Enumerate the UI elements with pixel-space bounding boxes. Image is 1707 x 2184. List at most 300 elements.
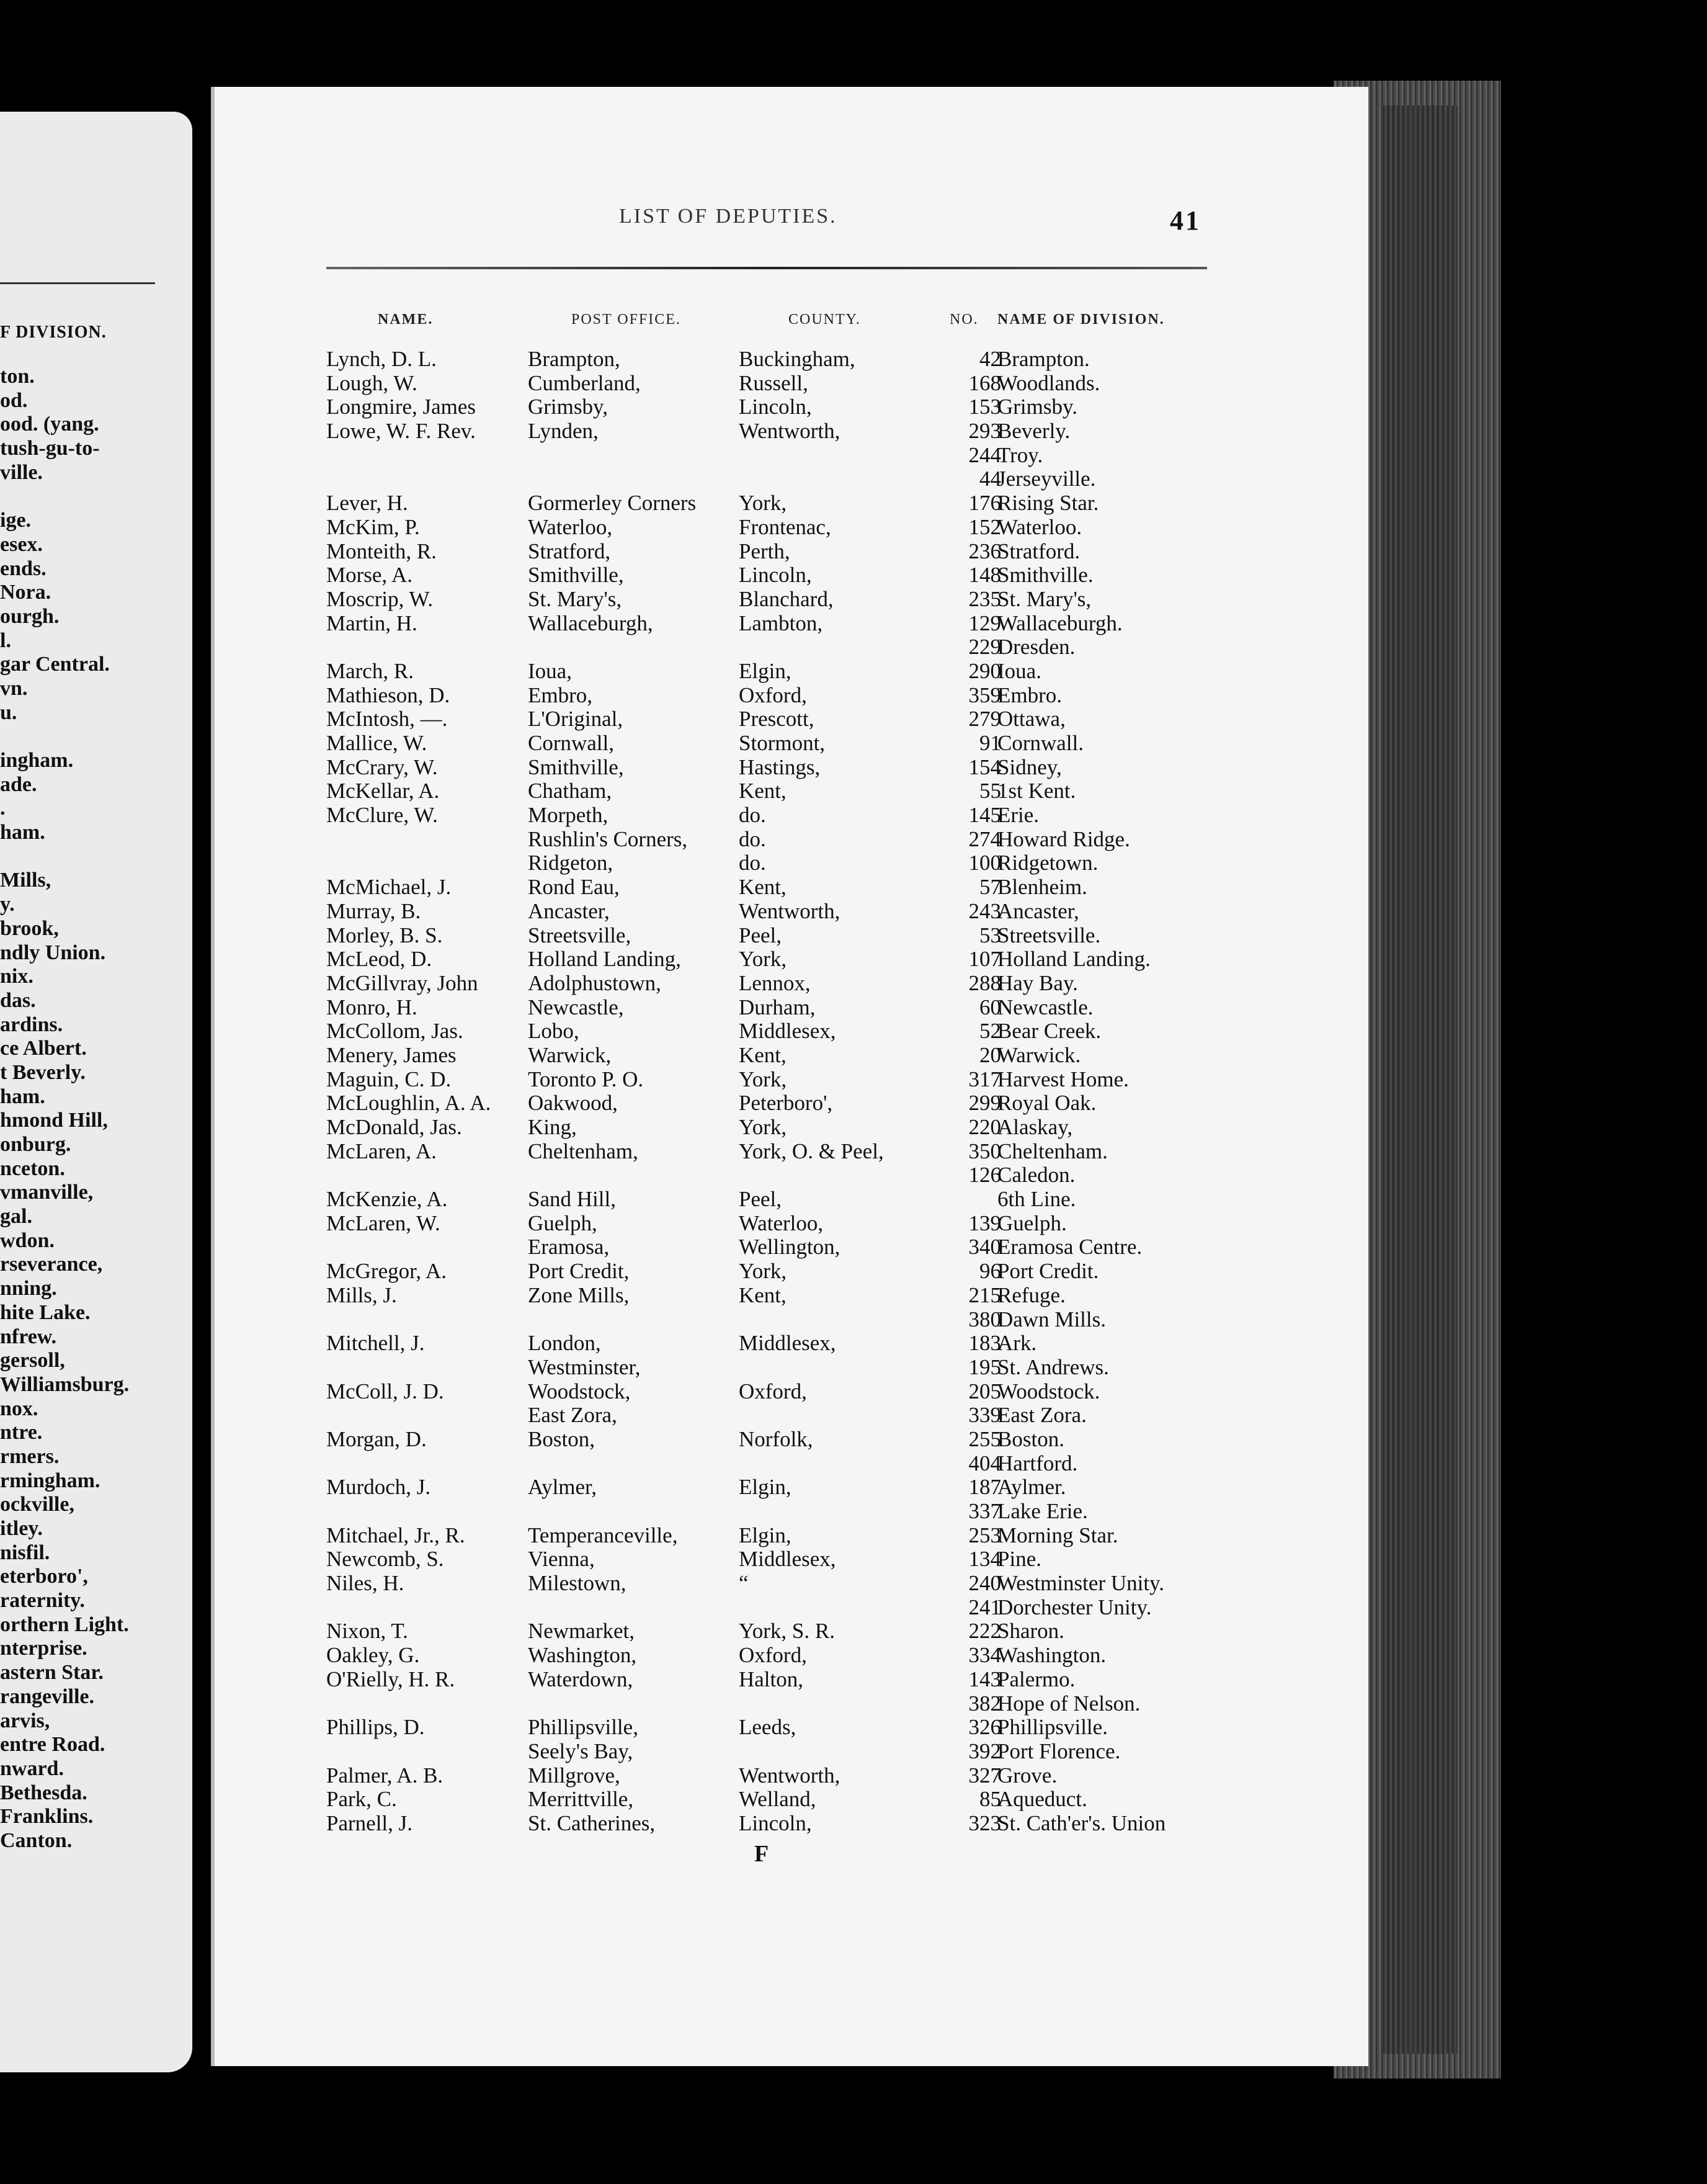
deputy-row	[215, 1524, 1331, 1548]
division-number-cell: 299	[968, 1091, 1001, 1116]
division-name-cell: Port Credit.	[997, 1259, 1099, 1284]
post-office-cell: St. Mary's,	[528, 586, 622, 611]
division-number-cell: 279	[968, 707, 1001, 732]
name-cell: McColl, J. D.	[326, 1379, 444, 1403]
left-page-line: brook,	[0, 916, 59, 940]
deputy-row	[215, 732, 1331, 756]
left-page-line: ntre.	[0, 1421, 43, 1444]
left-page-line: entre Road.	[0, 1733, 105, 1757]
left-page-line: hite Lake.	[0, 1300, 91, 1324]
division-name-cell: Cornwall.	[997, 731, 1084, 755]
county-cell: Wentworth,	[739, 1763, 840, 1788]
division-name-cell: Stratford.	[997, 539, 1081, 563]
deputy-row	[215, 1212, 1331, 1236]
county-cell: Wellington,	[739, 1235, 840, 1260]
county-cell: York, O. & Peel,	[739, 1139, 884, 1163]
division-name-cell: Port Florence.	[997, 1739, 1121, 1763]
left-page-line	[0, 725, 129, 749]
deputy-row	[215, 588, 1331, 612]
county-cell: do.	[739, 851, 766, 875]
division-name-cell: Woodstock.	[997, 1379, 1100, 1403]
deputy-row	[215, 1380, 1331, 1404]
division-number-cell: 334	[968, 1643, 1001, 1668]
division-number-cell: 91	[979, 731, 1001, 755]
deputy-row	[215, 1812, 1331, 1836]
division-name-cell: Erie.	[997, 803, 1040, 828]
left-page-line: Bethesda.	[0, 1781, 87, 1804]
name-cell: Palmer, A. B.	[326, 1763, 443, 1788]
division-number-cell: 143	[968, 1667, 1001, 1691]
county-cell: Wentworth,	[739, 419, 840, 444]
post-office-cell: Gormerley Corners	[528, 491, 697, 516]
county-cell: Lambton,	[739, 611, 823, 635]
name-cell: Oakley, G.	[326, 1643, 420, 1668]
post-office-cell: Smithville,	[528, 563, 624, 588]
division-name-cell: Ark.	[997, 1331, 1037, 1356]
division-name-cell: Smithville.	[997, 563, 1094, 588]
deputy-row	[215, 1788, 1331, 1812]
left-page-line: vmanville,	[0, 1181, 94, 1204]
name-cell: McGillvray, John	[326, 970, 478, 995]
county-cell: do.	[739, 826, 766, 851]
division-name-cell: Grimsby.	[997, 395, 1077, 419]
post-office-cell: East Zora,	[528, 1403, 617, 1428]
name-cell: Moscrip, W.	[326, 586, 434, 611]
name-cell: Phillips, D.	[326, 1715, 425, 1740]
division-number-cell: 205	[968, 1379, 1001, 1403]
division-name-cell: East Zora.	[997, 1403, 1087, 1428]
left-page-line: ourgh.	[0, 604, 60, 628]
name-cell: McKellar, A.	[326, 779, 440, 803]
deputy-row	[215, 756, 1331, 780]
division-name-cell: Westminster Unity.	[997, 1571, 1165, 1596]
division-name-cell: Beverly.	[997, 419, 1071, 444]
left-page-line	[0, 845, 129, 869]
left-page-line: ends.	[0, 557, 47, 580]
post-office-cell: Zone Mills,	[528, 1282, 630, 1307]
name-cell: Morse, A.	[326, 563, 413, 588]
post-office-cell: Merrittville,	[528, 1787, 634, 1812]
division-name-cell: Cheltenham.	[997, 1139, 1108, 1163]
division-number-cell: 20	[979, 1042, 1001, 1067]
deputy-row	[215, 875, 1331, 900]
deputy-row	[215, 851, 1331, 875]
name-cell: McClure, W.	[326, 803, 438, 828]
deputy-row	[215, 1140, 1331, 1164]
division-name-cell: Dresden.	[997, 635, 1076, 660]
deputy-row	[215, 1308, 1331, 1332]
county-cell: Middlesex,	[739, 1019, 836, 1044]
name-cell: Murray, B.	[326, 898, 421, 923]
division-number-cell: 85	[979, 1787, 1001, 1812]
county-cell: Halton,	[739, 1667, 804, 1691]
post-office-cell: Lobo,	[528, 1019, 579, 1044]
county-cell: Elgin,	[739, 1523, 791, 1547]
county-cell: Durham,	[739, 995, 816, 1019]
division-number-cell: 339	[968, 1403, 1001, 1428]
post-office-cell: Waterloo,	[528, 514, 613, 539]
division-name-cell: Refuge.	[997, 1282, 1066, 1307]
deputy-row	[215, 395, 1331, 419]
county-cell: York,	[739, 1259, 787, 1284]
left-page-line: Williamsburg.	[0, 1372, 130, 1396]
left-page-line: gersoll,	[0, 1349, 65, 1372]
name-cell: Mathieson, D.	[326, 682, 450, 707]
name-cell: Park, C.	[326, 1787, 397, 1812]
post-office-cell: Cumberland,	[528, 370, 641, 395]
left-page-line: rangeville.	[0, 1685, 95, 1708]
division-number-cell: 154	[968, 754, 1001, 779]
division-name-cell: Wallaceburgh.	[997, 611, 1123, 635]
division-number-cell: 215	[968, 1282, 1001, 1307]
left-page-line: ham.	[0, 1085, 45, 1108]
deputy-row	[215, 996, 1331, 1020]
post-office-cell: Newcastle,	[528, 995, 624, 1019]
division-name-cell: Ioua.	[997, 658, 1041, 683]
name-cell: Longmire, James	[326, 395, 476, 419]
division-number-cell: 241	[968, 1595, 1001, 1619]
left-page-line: rmingham.	[0, 1469, 100, 1492]
division-name-cell: Phillipsville.	[997, 1715, 1108, 1740]
left-page-line: vn.	[0, 676, 28, 700]
division-number-cell: 253	[968, 1523, 1001, 1547]
division-number-cell: 60	[979, 995, 1001, 1019]
division-number-cell: 222	[968, 1619, 1001, 1644]
county-cell: Peel,	[739, 1187, 782, 1212]
post-office-cell: Streetsville,	[528, 923, 631, 947]
deputy-row	[215, 972, 1331, 996]
division-number-cell: 107	[968, 947, 1001, 972]
left-page-line: Mills,	[0, 869, 51, 892]
county-cell: Frontenac,	[739, 514, 831, 539]
deputy-row	[215, 563, 1331, 588]
division-number-cell: 152	[968, 514, 1001, 539]
division-number-cell: 323	[968, 1810, 1001, 1835]
division-name-cell: Embro.	[997, 682, 1063, 707]
left-page-line: ade.	[0, 772, 37, 796]
division-number-cell: 55	[979, 779, 1001, 803]
division-name-cell: Aylmer.	[997, 1475, 1066, 1500]
division-name-cell: Holland Landing.	[997, 947, 1151, 972]
left-page-line: ingham.	[0, 749, 74, 772]
post-office-cell: Smithville,	[528, 754, 624, 779]
division-number-cell: 148	[968, 563, 1001, 588]
post-office-cell: Cornwall,	[528, 731, 615, 755]
post-office-cell: St. Catherines,	[528, 1810, 656, 1835]
division-name-cell: Dorchester Unity.	[997, 1595, 1152, 1619]
post-office-cell: Lynden,	[528, 419, 599, 444]
left-page-line: tush-gu-to-	[0, 437, 100, 460]
post-office-cell: Aylmer,	[528, 1475, 597, 1500]
signature-mark: F	[754, 1841, 769, 1867]
deputy-row	[215, 1091, 1331, 1116]
name-cell: McLoughlin, A. A.	[326, 1091, 491, 1116]
name-cell: Lough, W.	[326, 370, 417, 395]
post-office-cell: Vienna,	[528, 1547, 595, 1572]
county-cell: York,	[739, 947, 787, 972]
left-page-line: gar Central.	[0, 653, 110, 676]
division-number-cell: 392	[968, 1739, 1001, 1763]
deputy-row	[215, 1475, 1331, 1500]
left-page-line: nfrew.	[0, 1325, 56, 1348]
county-cell: Kent,	[739, 1042, 787, 1067]
county-cell: Blanchard,	[739, 586, 834, 611]
deputy-row	[215, 1068, 1331, 1092]
county-cell: Lincoln,	[739, 395, 812, 419]
name-cell: McCollom, Jas.	[326, 1019, 463, 1044]
division-number-cell: 293	[968, 419, 1001, 444]
division-name-cell: Dawn Mills.	[997, 1307, 1106, 1331]
deputy-row	[215, 1163, 1331, 1188]
division-name-cell: Ridgetown.	[997, 851, 1099, 875]
county-cell: Lincoln,	[739, 563, 812, 588]
division-name-cell: Troy.	[997, 442, 1043, 467]
division-name-cell: Morning Star.	[997, 1523, 1118, 1547]
division-name-cell: Palermo.	[997, 1667, 1076, 1691]
post-office-cell: Cheltenham,	[528, 1139, 638, 1163]
left-page-header: F DIVISION.	[0, 323, 107, 342]
deputy-row	[215, 1644, 1331, 1668]
name-cell: Mitchael, Jr., R.	[326, 1523, 465, 1547]
division-number-cell: 255	[968, 1426, 1001, 1451]
post-office-cell: Ridgeton,	[528, 851, 613, 875]
deputy-row	[215, 516, 1331, 540]
name-cell: Niles, H.	[326, 1571, 404, 1596]
deputies-list	[215, 347, 1331, 1836]
division-number-cell: 126	[968, 1163, 1001, 1188]
running-title: LIST OF DEPUTIES.	[619, 205, 837, 228]
column-header-division: NAME OF DIVISION.	[997, 311, 1165, 328]
post-office-cell: Waterdown,	[528, 1667, 633, 1691]
division-name-cell: Sharon.	[997, 1619, 1064, 1644]
division-number-cell: 139	[968, 1211, 1001, 1235]
deputy-row	[215, 1764, 1331, 1788]
left-page-line: ardins.	[0, 1013, 63, 1036]
division-name-cell: Hartford.	[997, 1451, 1078, 1475]
post-office-cell: Oakwood,	[528, 1091, 618, 1116]
post-office-cell: Boston,	[528, 1426, 595, 1451]
left-page-line: orthern Light.	[0, 1613, 129, 1636]
left-page-line: nceton.	[0, 1157, 65, 1180]
name-cell: McLaren, W.	[326, 1211, 440, 1235]
division-name-cell: Sidney,	[997, 754, 1062, 779]
name-cell: Murdoch, J.	[326, 1475, 431, 1500]
deputy-row	[215, 540, 1331, 564]
post-office-cell: Rond Eau,	[528, 875, 620, 900]
deputy-row	[215, 1572, 1331, 1596]
deputy-row	[215, 1619, 1331, 1644]
name-cell: Morgan, D.	[326, 1426, 427, 1451]
name-cell: Mitchell, J.	[326, 1331, 425, 1356]
division-name-cell: Ancaster,	[997, 898, 1079, 923]
county-cell: Norfolk,	[739, 1426, 813, 1451]
column-header-no: NO.	[950, 311, 979, 328]
county-cell: Hastings,	[739, 754, 821, 779]
post-office-cell: Woodstock,	[528, 1379, 631, 1403]
division-number-cell: 274	[968, 826, 1001, 851]
county-cell: York,	[739, 1115, 787, 1139]
county-cell: Lincoln,	[739, 1810, 812, 1835]
county-cell: Wentworth,	[739, 898, 840, 923]
division-number-cell: 240	[968, 1571, 1001, 1596]
name-cell: McKenzie, A.	[326, 1187, 448, 1212]
left-page-line: rseverance,	[0, 1253, 103, 1276]
division-name-cell: Blenheim.	[997, 875, 1087, 900]
division-number-cell: 350	[968, 1139, 1001, 1163]
column-header-name: NAME.	[378, 311, 434, 328]
county-cell: Kent,	[739, 875, 787, 900]
deputy-row	[215, 612, 1331, 636]
county-cell: “	[739, 1571, 749, 1596]
deputy-row	[215, 947, 1331, 972]
division-name-cell: Grove.	[997, 1763, 1058, 1788]
left-page-line: hmond Hill,	[0, 1109, 108, 1132]
name-cell: McCrary, W.	[326, 754, 438, 779]
division-number-cell: 404	[968, 1451, 1001, 1475]
division-number-cell: 220	[968, 1115, 1001, 1139]
division-number-cell: 327	[968, 1763, 1001, 1788]
left-page-line: ockville,	[0, 1493, 74, 1516]
post-office-cell: Washington,	[528, 1643, 637, 1668]
division-number-cell: 134	[968, 1547, 1001, 1572]
division-number-cell: 42	[979, 347, 1001, 371]
division-number-cell: 235	[968, 586, 1001, 611]
county-cell: Peel,	[739, 923, 782, 947]
name-cell: McKim, P.	[326, 514, 420, 539]
name-cell: Nixon, T.	[326, 1619, 408, 1644]
post-office-cell: Morpeth,	[528, 803, 608, 828]
left-page-line: esex.	[0, 532, 43, 556]
deputy-row	[215, 444, 1331, 468]
left-page-line: wdon.	[0, 1228, 55, 1252]
division-number-cell: 229	[968, 635, 1001, 660]
deputy-row	[215, 1116, 1331, 1140]
deputy-row	[215, 1596, 1331, 1620]
county-cell: Oxford,	[739, 1643, 807, 1668]
division-name-cell: Caledon.	[997, 1163, 1076, 1188]
name-cell: Mills, J.	[326, 1282, 397, 1307]
post-office-cell: Ancaster,	[528, 898, 610, 923]
county-cell: Middlesex,	[739, 1331, 836, 1356]
deputy-row	[215, 1403, 1331, 1428]
left-page-lines	[0, 365, 129, 1853]
deputy-row	[215, 1547, 1331, 1572]
county-cell: York, S. R.	[739, 1619, 835, 1644]
deputy-row	[215, 635, 1331, 660]
division-number-cell: 57	[979, 875, 1001, 900]
left-page-line: nix.	[0, 965, 33, 988]
name-cell: Lowe, W. F. Rev.	[326, 419, 476, 444]
county-cell: do.	[739, 803, 766, 828]
left-page-line: nterprise.	[0, 1637, 87, 1660]
county-cell: Perth,	[739, 539, 790, 563]
name-cell: McIntosh, —.	[326, 707, 448, 732]
post-office-cell: Sand Hill,	[528, 1187, 616, 1212]
left-page-line: nox.	[0, 1397, 38, 1420]
division-name-cell: St. Andrews.	[997, 1354, 1109, 1379]
name-cell: Morley, B. S.	[326, 923, 443, 947]
column-header-post-office: POST OFFICE.	[571, 311, 681, 328]
left-page-line: onburg.	[0, 1133, 71, 1156]
name-cell: McLaren, A.	[326, 1139, 437, 1163]
county-cell: Leeds,	[739, 1715, 796, 1740]
post-office-cell: Holland Landing,	[528, 947, 681, 972]
post-office-cell: L'Original,	[528, 707, 623, 732]
post-office-cell: Temperanceville,	[528, 1523, 678, 1547]
division-name-cell: Brampton.	[997, 347, 1090, 371]
deputy-row	[215, 372, 1331, 396]
deputy-row	[215, 1692, 1331, 1716]
division-number-cell: 96	[979, 1259, 1001, 1284]
division-number-cell: 195	[968, 1354, 1001, 1379]
division-name-cell: 6th Line.	[997, 1187, 1076, 1212]
deputy-row	[215, 467, 1331, 491]
deputy-row	[215, 684, 1331, 708]
division-name-cell: Pine.	[997, 1547, 1041, 1572]
deputy-row	[215, 924, 1331, 948]
county-cell: Kent,	[739, 1282, 787, 1307]
deputy-row	[215, 1716, 1331, 1740]
county-cell: Kent,	[739, 779, 787, 803]
division-number-cell: 288	[968, 970, 1001, 995]
division-number-cell: 243	[968, 898, 1001, 923]
division-name-cell: Hay Bay.	[997, 970, 1078, 995]
division-name-cell: Boston.	[997, 1426, 1064, 1451]
left-page-line: y.	[0, 893, 15, 916]
left-page-line: od.	[0, 388, 28, 412]
post-office-cell: Wallaceburgh,	[528, 611, 653, 635]
division-number-cell: 290	[968, 658, 1001, 683]
division-number-cell: 53	[979, 923, 1001, 947]
post-office-cell: Guelph,	[528, 1211, 597, 1235]
county-cell: Middlesex,	[739, 1547, 836, 1572]
name-cell: McLeod, D.	[326, 947, 432, 972]
county-cell: Oxford,	[739, 682, 807, 707]
left-page-line: t Beverly.	[0, 1060, 86, 1084]
name-cell: Parnell, J.	[326, 1810, 413, 1835]
left-page-line: raternity.	[0, 1589, 85, 1613]
division-number-cell: 44	[979, 467, 1001, 491]
county-cell: Oxford,	[739, 1379, 807, 1403]
left-page-line: ham.	[0, 821, 45, 844]
right-page	[211, 87, 1368, 2066]
left-page-line: Franklins.	[0, 1805, 94, 1828]
deputy-row	[215, 1044, 1331, 1068]
division-number-cell: 244	[968, 442, 1001, 467]
name-cell: Monteith, R.	[326, 539, 437, 563]
post-office-cell: Toronto P. O.	[528, 1067, 644, 1091]
division-number-cell: 326	[968, 1715, 1001, 1740]
left-page-line: das.	[0, 988, 36, 1012]
deputy-row	[215, 900, 1331, 924]
division-number-cell: 317	[968, 1067, 1001, 1091]
county-cell: Russell,	[739, 370, 808, 395]
name-cell: O'Rielly, H. R.	[326, 1667, 455, 1691]
division-name-cell: Waterloo.	[997, 514, 1082, 539]
left-page-line: u.	[0, 700, 17, 724]
division-number-cell: 340	[968, 1235, 1001, 1260]
division-number-cell: 176	[968, 491, 1001, 516]
division-name-cell: Ottawa,	[997, 707, 1066, 732]
post-office-cell: Rushlin's Corners,	[528, 826, 688, 851]
post-office-cell: Phillipsville,	[528, 1715, 638, 1740]
county-cell: Elgin,	[739, 658, 791, 683]
division-name-cell: St. Cath'er's. Union	[997, 1810, 1166, 1835]
left-page-line: rmers.	[0, 1444, 60, 1468]
division-name-cell: Guelph.	[997, 1211, 1067, 1235]
post-office-cell: Grimsby,	[528, 395, 608, 419]
deputy-row	[215, 1500, 1331, 1524]
